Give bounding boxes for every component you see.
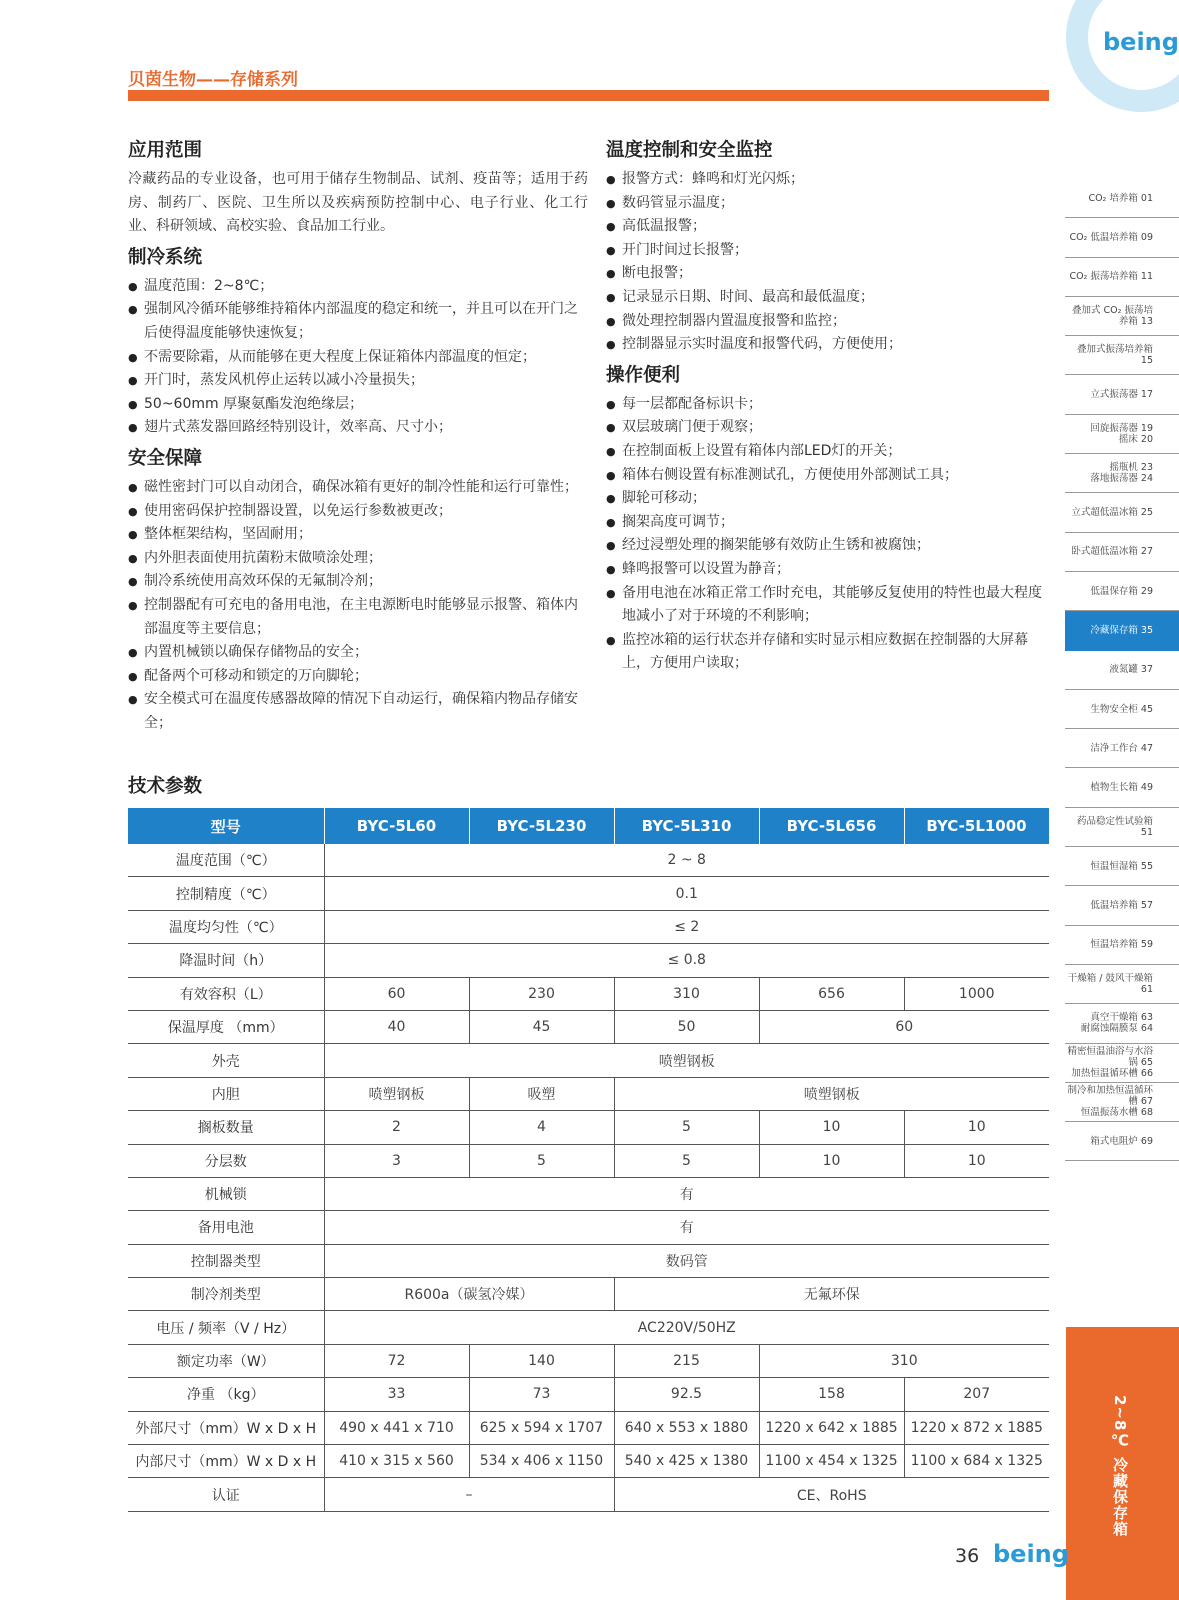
value-cell: 喷塑钢板: [614, 1077, 1049, 1110]
value-cell: 0.1: [324, 877, 1049, 910]
temp-control-list: [606, 168, 1050, 357]
table-row: [128, 944, 1049, 977]
list-item: ● 50~60mm 厚聚氨酯发泡绝缘层；: [128, 393, 588, 417]
spec-table-header: [128, 808, 1049, 844]
value-cell: 50: [614, 1010, 759, 1043]
list-item: ● 高低温报警；: [606, 215, 1050, 239]
value-cell: 10: [904, 1144, 1049, 1177]
header-divider-bar: [128, 90, 1049, 101]
value-cell: 喷塑钢板: [324, 1077, 469, 1110]
side-nav-item[interactable]: 精密恒温油浴与水浴锅 65 加热恒温循环槽 66: [1065, 1044, 1179, 1083]
value-cell: 140: [469, 1344, 614, 1377]
side-nav-item[interactable]: 洁净工作台 47: [1065, 729, 1179, 768]
list-item: ● 控制器显示实时温度和报警代码，方便使用；: [606, 333, 1050, 357]
side-nav-item[interactable]: 冷藏保存箱 35: [1065, 611, 1179, 650]
list-item: ● 强制风冷循环能够维持箱体内部温度的稳定和统一，并且可以在开门之后使得温度能够快速恢复；: [128, 298, 588, 345]
side-nav-item[interactable]: CO₂ 培养箱 01: [1065, 179, 1179, 218]
value-cell: 60: [324, 977, 469, 1010]
list-item: ● 断电报警；: [606, 262, 1050, 286]
refrigeration-list: [128, 275, 588, 440]
value-cell: 60: [759, 1010, 1049, 1043]
table-row: [128, 910, 1049, 943]
value-cell: 2 ~ 8: [324, 844, 1049, 877]
table-row: [128, 1278, 1049, 1311]
side-nav-item[interactable]: 立式超低温冰箱 25: [1065, 493, 1179, 532]
side-nav-item[interactable]: 恒温恒湿箱 55: [1065, 847, 1179, 886]
row-label-cell: 电压 / 频率（V / Hz）: [128, 1311, 324, 1344]
value-cell: 410 x 315 x 560: [324, 1445, 469, 1478]
value-cell: 230: [469, 977, 614, 1010]
side-nav-item[interactable]: 立式振荡器 17: [1065, 375, 1179, 414]
header-cell-model: BYC-5L60: [324, 808, 469, 844]
list-item: ● 数码管显示温度；: [606, 192, 1050, 216]
value-cell: 1220 x 642 x 1885: [759, 1411, 904, 1444]
row-label-cell: 认证: [128, 1478, 324, 1511]
list-item: ● 内置机械锁以确保存储物品的安全；: [128, 641, 588, 665]
value-cell: 310: [614, 977, 759, 1010]
side-nav-item[interactable]: 叠加式 CO₂ 振荡培养箱 13: [1065, 297, 1179, 336]
value-cell: 534 x 406 x 1150: [469, 1445, 614, 1478]
list-item: ● 监控冰箱的运行状态并存储和实时显示相应数据在控制器的大屏幕上，方便用户读取；: [606, 629, 1050, 676]
value-cell: 2: [324, 1111, 469, 1144]
value-cell: 5: [469, 1144, 614, 1177]
row-label-cell: 温度范围（℃）: [128, 844, 324, 877]
table-row: [128, 1111, 1049, 1144]
list-item: ● 搁架高度可调节；: [606, 511, 1050, 535]
right-column: [606, 132, 1050, 678]
value-cell: 33: [324, 1378, 469, 1411]
side-nav-item[interactable]: 干燥箱 / 鼓风干燥箱 61: [1065, 965, 1179, 1004]
table-row: [128, 1378, 1049, 1411]
row-label-cell: 有效容积（L）: [128, 977, 324, 1010]
list-item: ● 每一层都配备标识卡；: [606, 393, 1050, 417]
value-cell: 490 x 441 x 710: [324, 1411, 469, 1444]
value-cell: 吸塑: [469, 1077, 614, 1110]
side-nav-item[interactable]: 回旋振荡器 19 摇床 20: [1065, 415, 1179, 454]
table-row: [128, 877, 1049, 910]
side-nav-item[interactable]: CO₂ 振荡培养箱 11: [1065, 258, 1179, 297]
row-label-cell: 制冷剂类型: [128, 1278, 324, 1311]
value-cell: CE、RoHS: [614, 1478, 1049, 1511]
value-cell: 45: [469, 1010, 614, 1043]
list-item: ● 微处理控制器内置温度报警和监控；: [606, 310, 1050, 334]
value-cell: 1000: [904, 977, 1049, 1010]
side-nav-item[interactable]: 植物生长箱 49: [1065, 768, 1179, 807]
side-nav-item[interactable]: 制冷和加热恒温循环槽 67 恒温振荡水槽 68: [1065, 1083, 1179, 1122]
value-cell: 1220 x 872 x 1885: [904, 1411, 1049, 1444]
catalog-side-nav: [1065, 179, 1179, 1161]
table-row: [128, 1044, 1049, 1077]
value-cell: 92.5: [614, 1378, 759, 1411]
row-label-cell: 机械锁: [128, 1177, 324, 1210]
list-item: ● 使用密码保护控制器设置，以免运行参数被更改；: [128, 500, 588, 524]
row-label-cell: 内部尺寸（mm）W x D x H: [128, 1445, 324, 1478]
table-row: [128, 1211, 1049, 1244]
list-item: ● 控制器配有可充电的备用电池，在主电源断电时能够显示报警、箱体内部温度等主要信息；: [128, 594, 588, 641]
left-column: [128, 132, 588, 737]
list-item: ● 在控制面板上设置有箱体内部LED灯的开关；: [606, 440, 1050, 464]
section-title-safety: 安全保障: [128, 447, 203, 469]
table-row: [128, 1311, 1049, 1344]
application-text: 冷藏药品的专业设备，也可用于储存生物制品、试剂、疫苗等；适用于药房、制药厂、医院、卫生所以及疾病预防控制中心、电子行业、化工行业、科研领域、高校实验、食品加工行业。: [128, 171, 588, 235]
row-label-cell: 控制精度（℃）: [128, 877, 324, 910]
table-row: [128, 1077, 1049, 1110]
value-cell: 有: [324, 1211, 1049, 1244]
list-item: ● 内外胆表面使用抗菌粉末做喷涂处理；: [128, 547, 588, 571]
list-item: ● 开门时，蒸发风机停止运转以减小冷量损失；: [128, 369, 588, 393]
table-row: [128, 1244, 1049, 1277]
tech-params-title: 技术参数: [128, 776, 203, 797]
value-cell: 数码管: [324, 1244, 1049, 1277]
row-label-cell: 内胆: [128, 1077, 324, 1110]
side-nav-item[interactable]: 箱式电阻炉 69: [1065, 1122, 1179, 1161]
value-cell: 40: [324, 1010, 469, 1043]
spec-table: [128, 808, 1050, 1512]
value-cell: 540 x 425 x 1380: [614, 1445, 759, 1478]
value-cell: 无氟环保: [614, 1278, 1049, 1311]
category-tab-label: 2~8℃ 冷藏保存箱: [1111, 1395, 1129, 1537]
side-nav-item[interactable]: 液氮罐 37: [1065, 651, 1179, 690]
value-cell: 158: [759, 1378, 904, 1411]
value-cell: 3: [324, 1144, 469, 1177]
list-item: ● 翅片式蒸发器回路经特别设计，效率高、尺寸小；: [128, 416, 588, 440]
list-item: ● 磁性密封门可以自动闭合，确保冰箱有更好的制冷性能和运行可靠性；: [128, 476, 588, 500]
table-row: [128, 977, 1049, 1010]
value-cell: 1100 x 684 x 1325: [904, 1445, 1049, 1478]
value-cell: 喷塑钢板: [324, 1044, 1049, 1077]
value-cell: 4: [469, 1111, 614, 1144]
value-cell: ≤ 0.8: [324, 944, 1049, 977]
row-label-cell: 备用电池: [128, 1211, 324, 1244]
table-row: [128, 1411, 1049, 1444]
value-cell: 有: [324, 1177, 1049, 1210]
side-nav-item[interactable]: 叠加式振荡培养箱 15: [1065, 336, 1179, 375]
table-row: [128, 1144, 1049, 1177]
table-row: [128, 1445, 1049, 1478]
row-label-cell: 分层数: [128, 1144, 324, 1177]
row-label-cell: 保温厚度 （mm）: [128, 1010, 324, 1043]
header-cell-model: BYC-5L1000: [904, 808, 1049, 844]
section-title-operation: 操作便利: [606, 364, 681, 386]
value-cell: 10: [759, 1111, 904, 1144]
value-cell: 5: [614, 1144, 759, 1177]
operation-list: [606, 393, 1050, 676]
list-item: ● 开门时间过长报警；: [606, 239, 1050, 263]
list-item: ● 双层玻璃门便于观察；: [606, 416, 1050, 440]
header-cell-model-label: 型号: [128, 808, 324, 844]
side-nav-item[interactable]: 生物安全柜 45: [1065, 690, 1179, 729]
value-cell: 625 x 594 x 1707: [469, 1411, 614, 1444]
header-cell-model: BYC-5L656: [759, 808, 904, 844]
side-nav-item[interactable]: CO₂ 低温培养箱 09: [1065, 218, 1179, 257]
list-item: ● 制冷系统使用高效环保的无氟制冷剂；: [128, 570, 588, 594]
list-item: ● 箱体右侧设置有标准测试孔，方便使用外部测试工具；: [606, 464, 1050, 488]
side-nav-item[interactable]: 低温培养箱 57: [1065, 886, 1179, 925]
value-cell: 10: [759, 1144, 904, 1177]
list-item: ● 配备两个可移动和锁定的万向脚轮；: [128, 665, 588, 689]
section-title-application: 应用范围: [128, 140, 203, 161]
list-item: ● 安全模式可在温度传感器故障的情况下自动运行，确保箱内物品存储安全；: [128, 688, 588, 735]
list-item: ● 经过浸塑处理的搁架能够有效防止生锈和被腐蚀；: [606, 534, 1050, 558]
value-cell: 10: [904, 1111, 1049, 1144]
page-header-title: 贝茵生物——存储系列: [128, 70, 298, 90]
row-label-cell: 搁板数量: [128, 1111, 324, 1144]
logo-ring: [1066, 0, 1179, 112]
section-title-temp-control: 温度控制和安全监控: [606, 140, 773, 161]
footer-logo: being: [993, 1540, 1069, 1568]
value-cell: 73: [469, 1378, 614, 1411]
side-nav-item[interactable]: 低温保存箱 29: [1065, 572, 1179, 611]
spec-table-body: [128, 844, 1049, 1511]
side-nav-item[interactable]: 药品稳定性试验箱 51: [1065, 808, 1179, 847]
side-nav-item[interactable]: 真空干燥箱 63 耐腐蚀隔膜泵 64: [1065, 1004, 1179, 1043]
value-cell: 215: [614, 1344, 759, 1377]
safety-list: [128, 476, 588, 736]
value-cell: 310: [759, 1344, 1049, 1377]
table-row: [128, 1010, 1049, 1043]
table-row: [128, 1177, 1049, 1210]
row-label-cell: 外部尺寸（mm）W x D x H: [128, 1411, 324, 1444]
value-cell: AC220V/50HZ: [324, 1311, 1049, 1344]
table-row: [128, 1478, 1049, 1511]
list-item: ● 温度范围：2~8℃；: [128, 275, 588, 299]
section-title-refrigeration: 制冷系统: [128, 246, 203, 268]
list-item: ● 备用电池在冰箱正常工作时充电，其能够反复使用的特性也最大程度地减小了对于环境的不利影响；: [606, 582, 1050, 629]
list-item: ● 不需要除霜，从而能够在更大程度上保证箱体内部温度的恒定；: [128, 346, 588, 370]
value-cell: –: [324, 1478, 614, 1511]
value-cell: R600a（碳氢冷媒）: [324, 1278, 614, 1311]
list-item: ● 脚轮可移动；: [606, 487, 1050, 511]
list-item: ● 记录显示日期、时间、最高和最低温度；: [606, 286, 1050, 310]
side-nav-item[interactable]: 恒温培养箱 59: [1065, 926, 1179, 965]
value-cell: 656: [759, 977, 904, 1010]
table-row: [128, 844, 1049, 877]
header-cell-model: BYC-5L230: [469, 808, 614, 844]
row-label-cell: 额定功率（W）: [128, 1344, 324, 1377]
value-cell: 72: [324, 1344, 469, 1377]
page-number: 36: [955, 1545, 980, 1567]
row-label-cell: 净重 （kg）: [128, 1378, 324, 1411]
side-nav-item[interactable]: 卧式超低温冰箱 27: [1065, 533, 1179, 572]
row-label-cell: 降温时间（h）: [128, 944, 324, 977]
row-label-cell: 控制器类型: [128, 1244, 324, 1277]
side-nav-item[interactable]: 摇瓶机 23 落地振荡器 24: [1065, 454, 1179, 493]
table-row: [128, 1344, 1049, 1377]
brand-logo: being: [1103, 28, 1179, 56]
list-item: ● 报警方式：蜂鸣和灯光闪烁；: [606, 168, 1050, 192]
value-cell: 1100 x 454 x 1325: [759, 1445, 904, 1478]
value-cell: 5: [614, 1111, 759, 1144]
header-cell-model: BYC-5L310: [614, 808, 759, 844]
value-cell: 207: [904, 1378, 1049, 1411]
row-label-cell: 外壳: [128, 1044, 324, 1077]
row-label-cell: 温度均匀性（℃）: [128, 910, 324, 943]
list-item: ● 蜂鸣报警可以设置为静音；: [606, 558, 1050, 582]
value-cell: 640 x 553 x 1880: [614, 1411, 759, 1444]
list-item: ● 整体框架结构，坚固耐用；: [128, 523, 588, 547]
value-cell: ≤ 2: [324, 910, 1049, 943]
